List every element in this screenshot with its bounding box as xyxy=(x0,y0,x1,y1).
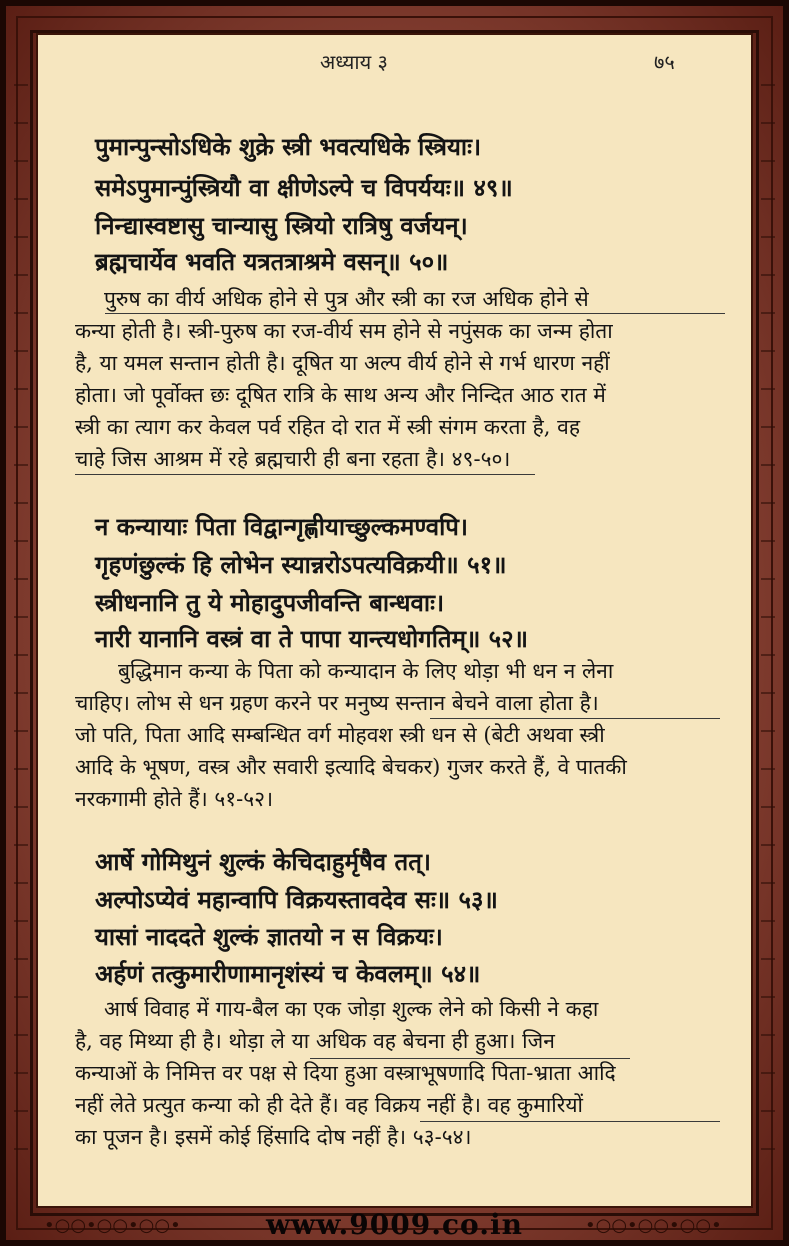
left-border-ornament xyxy=(14,66,28,1186)
prose-line: नरकगामी होते हैं। ५१-५२। xyxy=(75,787,274,811)
prose-line: आदि के भूषण, वस्त्र और सवारी इत्यादि बेचकर) गुजर करते हैं, वे पातकी xyxy=(75,755,627,779)
prose-line: कन्या होती है। स्त्री-पुरुष का रज-वीर्य सम होने से नपुंसक का जन्म होता xyxy=(75,319,613,343)
pen-underline xyxy=(310,1058,630,1059)
prose-line: स्त्री का त्याग कर केवल पर्व रहित दो रात में स्त्री संगम करता है, वह xyxy=(75,415,580,439)
page-header xyxy=(0,48,789,72)
verse-line: पुमान्पुन्सोऽधिके शुक्रे स्त्री भवत्यधिके स्त्रियाः। xyxy=(95,132,482,161)
verse-line: गृहणंछुल्कं हि लोभेन स्यान्नरोऽपत्यविक्रयी॥ ५१॥ xyxy=(95,550,507,579)
verse-line: स्त्रीधनानि तु ये मोहादुपजीवन्ति बान्धवाः। xyxy=(95,588,445,617)
verse-line: अल्पोऽप्येवं महान्वापि विक्रयस्तावदेव सः॥ ५३॥ xyxy=(95,885,498,914)
website-url[interactable]: www.9009.co.in xyxy=(266,1208,523,1241)
prose-line: आर्ष विवाह में गाय-बैल का एक जोड़ा शुल्क लेने को किसी ने कहा xyxy=(104,997,599,1021)
prose-line: का पूजन है। इसमें कोई हिंसादि दोष नहीं है। ५३-५४। xyxy=(75,1125,472,1149)
prose-line: होता। जो पूर्वोक्त छः दूषित रात्रि के साथ अन्य और निन्दित आठ रात में xyxy=(75,383,606,407)
pen-underline xyxy=(420,1121,720,1122)
verse-line: ब्रह्मचार्येव भवति यत्रतत्राश्रमे वसन्॥ ५०॥ xyxy=(95,247,449,276)
prose-line: बुद्धिमान कन्या के पिता को कन्यादान के लिए थोड़ा भी धन न लेना xyxy=(118,659,614,683)
prose-line: है, या यमल सन्तान होती है। दूषित या अल्प वीर्य होने से गर्भ धारण नहीं xyxy=(75,351,610,375)
pen-underline xyxy=(430,718,720,719)
prose-line: जो पति, पिता आदि सम्बन्धित वर्ग मोहवश स्त्री धन से (बेटी अथवा स्त्री xyxy=(75,723,605,747)
chapter-title: अध्याय ३ xyxy=(320,50,388,74)
verse-line: समेऽपुमान्पुंस्त्रियौ वा क्षीणेऽल्पे च विपर्ययः॥ ४९॥ xyxy=(95,173,513,202)
prose-line: नहीं लेते प्रत्युत कन्या को ही देते हैं। वह विक्रय नहीं है। वह कुमारियों xyxy=(75,1093,583,1117)
footer-ornament-right: •○○•○○•○○• xyxy=(585,1215,722,1236)
page-number: ७५ xyxy=(654,50,675,74)
footer-ornament-left: •○○•○○•○○• xyxy=(44,1215,181,1236)
commentary-paragraph xyxy=(40,655,730,815)
verse-line: नारी यानानि वस्त्रं वा ते पापा यान्त्यधोगतिम्॥ ५२॥ xyxy=(95,624,529,653)
verse-line: आर्षे गोमिथुनं शुल्कं केचिदाहुर्मृषैव तत्। xyxy=(95,847,431,876)
prose-line: पुरुष का वीर्य अधिक होने से पुत्र और स्त्री का रज अधिक होने से xyxy=(104,287,589,311)
verse-line: निन्द्यास्वष्टासु चान्यासु स्त्रियो रात्रिषु वर्जयन्। xyxy=(95,211,468,240)
verse-line: अर्हणं तत्कुमारीणामानृशंस्यं च केवलम्॥ ५४॥ xyxy=(95,959,481,988)
verse-line: यासां नाददते शुल्कं ज्ञातयो न स विक्रयः। xyxy=(95,922,443,951)
prose-line: चाहिए। लोभ से धन ग्रहण करने पर मनुष्य सन्तान बेचने वाला होता है। xyxy=(75,691,599,715)
pen-underline xyxy=(105,313,725,314)
verse-line: न कन्यायाः पिता विद्वान्गृह्णीयाच्छुल्कमण्वपि। xyxy=(95,512,469,541)
prose-line: चाहे जिस आश्रम में रहे ब्रह्मचारी ही बना रहता है। ४९-५०। xyxy=(75,447,511,471)
prose-line: है, वह मिथ्या ही है। थोड़ा ले या अधिक वह बेचना ही हुआ। जिन xyxy=(75,1029,555,1053)
commentary-paragraph xyxy=(40,993,730,1153)
prose-line: कन्याओं के निमित्त वर पक्ष से दिया हुआ वस्त्राभूषणादि पिता-भ्राता आदि xyxy=(75,1061,616,1085)
commentary-paragraph xyxy=(40,283,730,475)
pen-underline xyxy=(75,474,535,475)
right-border-ornament xyxy=(761,66,775,1186)
